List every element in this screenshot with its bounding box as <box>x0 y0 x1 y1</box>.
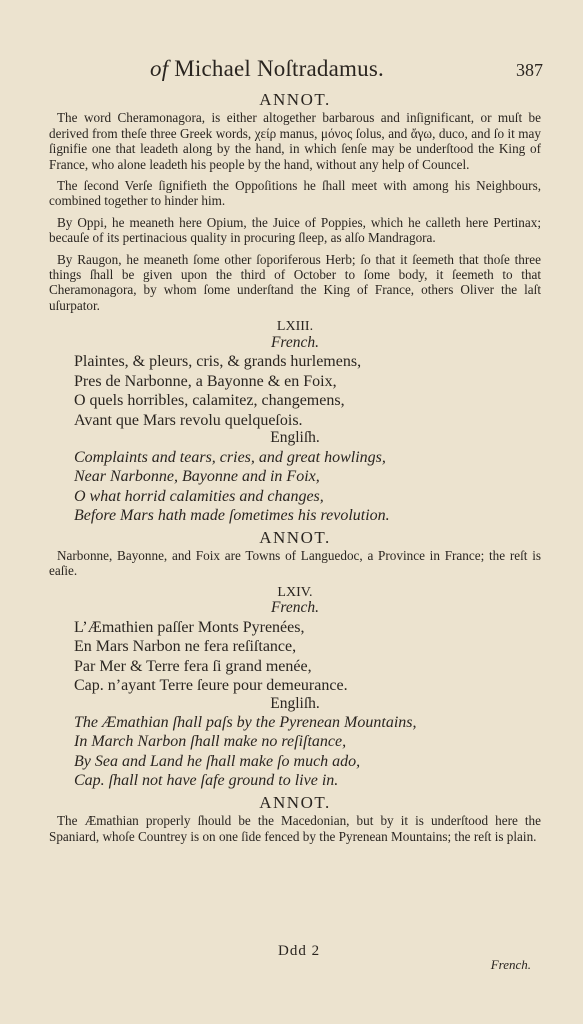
annot-paragraph: By Oppi, he meaneth here Opium, the Juice of Poppies, which he calleth here Pertinax; becauſe of its pertinacious quality in procuring ſleep, as alſo Mandragora. <box>49 214 541 246</box>
annot-heading: ANNOT. <box>259 90 331 109</box>
verse-line: Complaints and tears, cries, and great howlings, <box>74 448 386 466</box>
verse-line: Par Mer & Terre fera ſi grand menée, <box>74 657 312 675</box>
verse-line: Pres de Narbonne, a Bayonne & en Foix, <box>74 372 337 390</box>
quatrain-63 <box>49 319 541 525</box>
page-footer <box>0 943 583 1013</box>
catchword: French. <box>490 957 531 972</box>
running-title-prefix: of <box>150 56 169 81</box>
annot-heading: ANNOT. <box>259 527 331 547</box>
verse-line: Cap. ſhall not have ſafe ground to live in. <box>74 772 339 790</box>
verse-line: Plaintes, & pleurs, cris, & grands hurlemens, <box>74 353 362 371</box>
verse-line: Near Narbonne, Bayonne and in Foix, <box>74 468 320 485</box>
page-number: 387 <box>516 60 543 80</box>
verse-line: L’Æmathien paſſer Monts Pyrenées, <box>74 618 305 636</box>
verse-line: The Æmathian ſhall paſs by the Pyrenean Mountains, <box>74 713 417 731</box>
annot-paragraph: The Æmathian properly ſhould be the Macedonian, but by it is underſtood here the Spaniard, whoſe Countrey is on one ſide fenced by the Pyrenean Mountains; the reſt is plain. <box>49 813 541 844</box>
page-header <box>0 52 583 88</box>
annot-paragraph: The ſecond Verſe ſignifieth the Oppoſitions he ſhall meet with among his Neighbours, combined together to hinder him. <box>49 178 541 209</box>
verse-line: Avant que Mars revolu quelqueſois. <box>74 411 303 429</box>
english-label: Engliſh. <box>270 429 320 447</box>
annot-paragraph: By Raugon, he meaneth ſome other ſoporiferous Herb; ſo that it ſeemeth that thoſe three things ſhall be given upon the third of October to ſome body, it ſeemeth to that Cheramonagora, by whom ſome underſtand the King of France, others Oliver the laſt uſurpator. <box>49 251 541 313</box>
verse-line: By Sea and Land he ſhall make ſo much ado, <box>74 752 361 770</box>
annot-paragraph: The word Cheramonagora, is either altogether barbarous and inſignificant, or muſt be derived from theſe three Greek words, χείρ manus, μόνος ſolus, and ἄγω, duco, and ſo it may ſignifie one that leadeth along by the hand, in which ſenſe may be underſtood the King of France, who alone leadeth his people by the hand, without any help of Councel. <box>49 110 541 172</box>
running-title <box>150 56 384 82</box>
quatrain-64 <box>49 585 541 791</box>
page-body <box>49 90 541 850</box>
english-label: Engliſh. <box>270 694 320 712</box>
french-label: French. <box>270 599 320 617</box>
signature-mark: Ddd 2 <box>278 943 321 959</box>
verse-line: Cap. n’ayant Terre ſeure pour demeurance. <box>74 677 348 695</box>
annot-paragraph: Narbonne, Bayonne, and Foix are Towns of Languedoc, a Province in France; the reſt is eaſie. <box>49 547 541 579</box>
verse-line: O what horrid calamities and changes, <box>74 487 324 505</box>
verse-line: En Mars Narbon ne fera reſiſtance, <box>74 638 297 656</box>
quatrain-number: LXIV. <box>277 584 313 600</box>
verse-line: O quels horribles, calamitez, changemens, <box>74 392 345 410</box>
french-label: French. <box>270 333 320 351</box>
running-title-main: Michael Noſtradamus. <box>174 56 384 81</box>
verse-line: Before Mars hath made ſometimes his revolution. <box>74 507 390 524</box>
verse-line: In March Narbon ſhall make no reſiſtance, <box>74 733 347 751</box>
annot-heading: ANNOT. <box>259 792 331 812</box>
quatrain-number: LXIII. <box>276 319 314 335</box>
